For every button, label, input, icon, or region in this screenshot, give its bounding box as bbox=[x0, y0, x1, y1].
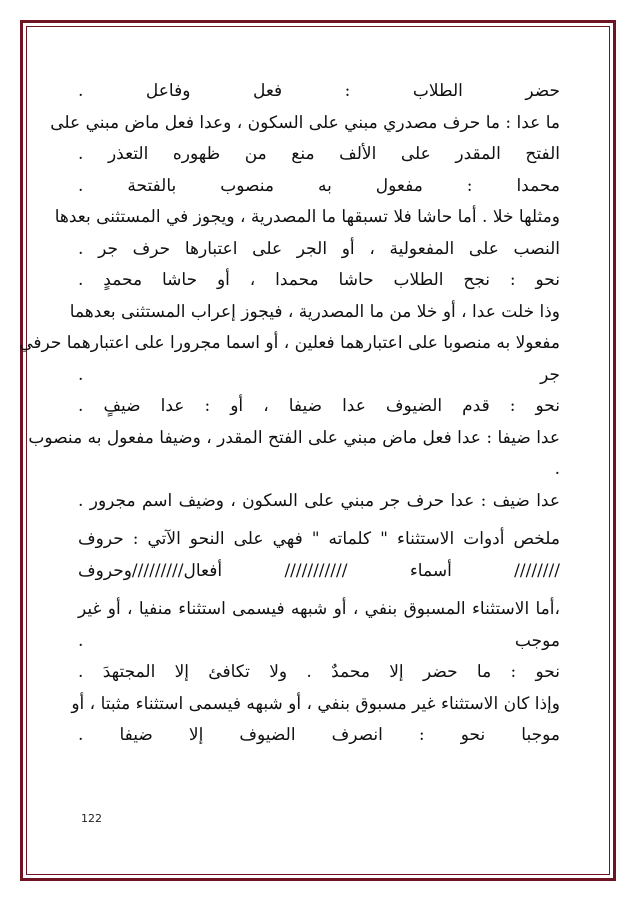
text-line: ،أما الاستثناء المسبوق بنفي ، أو شبهه فيسمى استثناء منفيا ، أو غير bbox=[78, 599, 560, 619]
text-line: عدا ضيفا : عدا فعل ماض مبني على الفتح المقدر ، وضيفا مفعول به منصوب bbox=[28, 427, 560, 448]
text-line: وإذا كان الاستثناء غير مسبوق بنفي ، أو شبهه فيسمى استثناء مثبتا ، أو bbox=[71, 693, 560, 714]
text-line: //////// أسماء /////////// أفعال/////////وحروف bbox=[78, 560, 560, 581]
text-line: النصب على المفعولية ، أو الجر على اعتبارها حرف جر . bbox=[78, 238, 560, 259]
page-number: 122 bbox=[81, 812, 102, 825]
text-line: نحو : ما حضر إلا محمدٌ . ولا تكافئ إلا المجتهدَ . bbox=[78, 662, 560, 682]
text-line: ملخص أدوات الاستثناء " كلماته " فهي على النحو الآتي : حروف bbox=[78, 529, 560, 549]
text-line: نحو : نجح الطلاب حاشا محمدا ، أو حاشا محمدٍ . bbox=[78, 270, 560, 290]
text-line: محمدا : مفعول به منصوب بالفتحة . bbox=[78, 175, 560, 196]
text-line: مفعولا به منصوبا على اعتبارهما فعلين ، أو اسما مجرورا على اعتبارهما حرفي bbox=[19, 333, 560, 353]
text-line: ما عدا : ما حرف مصدري مبني على السكون ، وعدا فعل ماض مبني على bbox=[50, 112, 560, 133]
text-line: موجب . bbox=[78, 630, 560, 651]
text-line: نحو : قدم الضيوف عدا ضيفا ، أو : عدا ضيفٍ . bbox=[78, 396, 560, 416]
text-line: موجبا نحو : انصرف الضيوف إلا ضيفا . bbox=[78, 725, 560, 745]
text-line: وذا خلت عدا ، أو خلا من ما المصدرية ، فيجوز إعراب المستثنى بعدهما bbox=[69, 301, 560, 322]
text-line: الفتح المقدر على الألف منع من ظهوره التعذر . bbox=[78, 144, 560, 164]
text-line: . bbox=[554, 459, 560, 479]
text-line: ومثلها خلا . أما حاشا فلا تسبقها ما المصدرية ، ويجوز في المستثنى بعدها bbox=[54, 207, 560, 227]
text-body bbox=[19, 76, 560, 752]
text-line: جر . bbox=[78, 364, 560, 385]
text-line: عدا ضيف : عدا حرف جر مبني على السكون ، وضيف اسم مجرور . bbox=[78, 490, 560, 511]
text-line: حضر الطلاب : فعل وفاعل . bbox=[78, 81, 560, 101]
